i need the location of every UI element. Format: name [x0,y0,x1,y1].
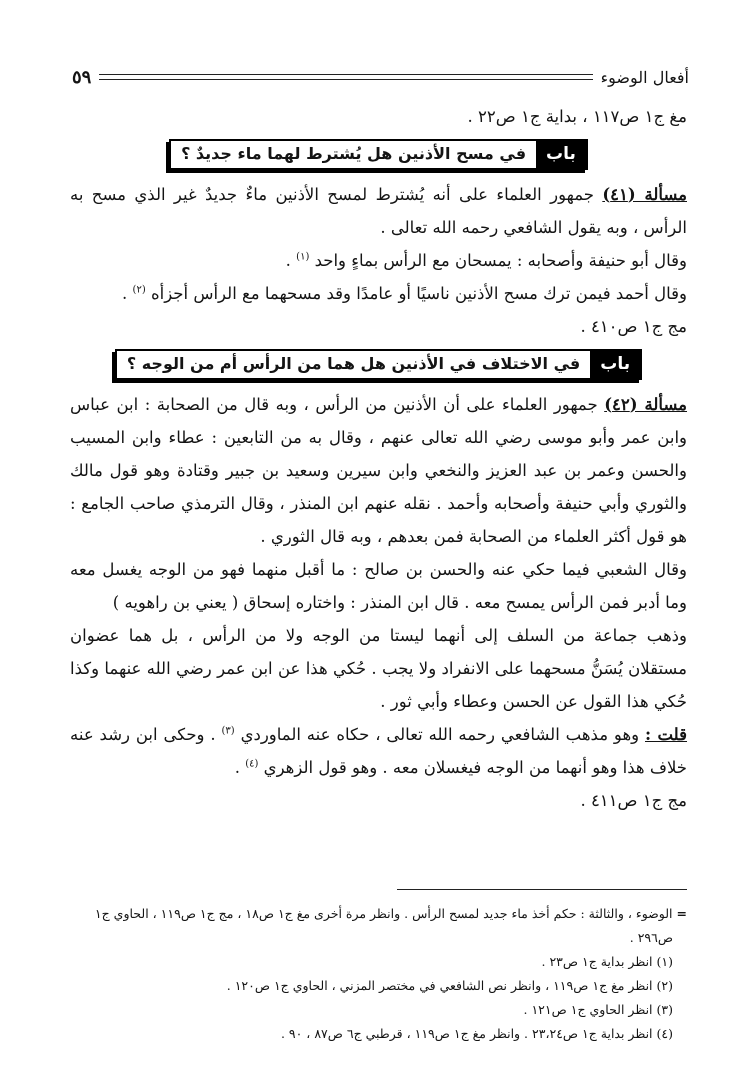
footnote-marker: (٣) [221,725,235,737]
issue-label: مسألة (٤١) [602,185,687,204]
issue-label: مسألة (٤٢) [604,395,688,414]
continuation-mark: = [676,906,687,921]
reference-line: مج ج١ ص٤١٠ . [580,317,687,336]
paragraph-text: وهو مذهب الشافعي رحمه الله تعالى ، حكاه عنه الماوردي [240,725,640,744]
paragraph-text: وقال أحمد فيمن ترك مسح الأذنين ناسيًا أو عامدًا وقد مسحهما مع الرأس أجزأه [150,284,687,303]
reference-line: مج ج١ ص٤١١ . [580,791,687,810]
footnote-marker: (١) [296,251,310,263]
footnote-continuation [70,902,687,950]
header-rule [99,74,592,80]
paragraph-end: . [234,758,240,777]
paragraph: وذهب جماعة من السلف إلى أنهما ليستا من الوجه ولا من الرأس ، بل هما عضوان مستقلان يُسَنُّ مسحهما على الانفراد ولا يجب . حُكي هذا عن ابن عمر رضي الله عنهما وكذا حُكي هذا القول عن الحسن وعطاء وأبي ثور . [70,626,687,711]
chapter-heading-box [169,139,588,170]
footnote-marker: (٢) [132,284,146,296]
footnote-4: (٤) انظر بداية ج١ ص٢٣،٢٤ . وانظر مغ ج١ ص١١٩ ، قرطبي ج٦ ص٨٧ ، ٩٠ . [280,1026,673,1041]
footnote-1: (١) انظر بداية ج١ ص٢٣ . [541,954,673,969]
page-body [70,100,687,817]
footnote-3: (٣) انظر الحاوي ج١ ص١٢١ . [523,1002,673,1017]
chapter-heading-text: في مسح الأذنين هل يُشترط لهما ماء جديدٌ ؟ [181,144,527,163]
footnote-2: (٢) انظر مغ ج١ ص١١٩ ، وانظر نص الشافعي في مختصر المزني ، الحاوي ج١ ص١٢٠ . [226,978,673,993]
footnotes [70,902,687,1046]
paragraph-text: جمهور العلماء على أن الأذنين من الرأس ، وبه قال من الصحابة : ابن عباس وابن عمر وأبو موسى رضي الله تعالى عنهم ، وقال به من التابعين : عطاء وابن المسيب والحسن وعمر بن عبد العزيز والنخعي وابن سيرين وسعيد بن جبير وقتادة وهو قول مالك والثوري وأبي حنيفة وأصحابه وأحمد . نقله عنهم ابن المنذر ، وقال الترمذي صاحب الجامع : هو قول أكثر العلماء من الصحابة فمن بعدهم ، وبه قال الثوري . [70,395,687,546]
bab-label: باب [590,351,640,378]
footnote-separator [397,889,687,890]
chapter-heading-text: في الاختلاف في الأذنين هل هما من الرأس أم من الوجه ؟ [126,354,581,373]
chapter-heading-2 [70,349,687,380]
footnote-marker: (٤) [245,758,259,770]
paragraph [70,178,687,244]
paragraph-text: وقال أبو حنيفة وأصحابه : يمسحان مع الرأس بماءٍ واحد [314,251,687,270]
chapter-heading-1 [70,139,687,170]
running-chapter-title: أفعال الوضوء [600,67,689,87]
paragraph-end: . [122,284,128,303]
paragraph [70,244,687,277]
footnote-text: الوضوء ، والثالثة : حكم أخذ ماء جديد لمسح الرأس . وانظر مرة أخرى مغ ج١ ص١٨ ، مج ج١ ص١١٩ ، الحاوي ج١ ص٢٩٦ . [94,906,673,945]
paragraph: وقال الشعبي فيما حكي عنه والحسن بن صالح : ما أقبل منهما فهو من الوجه يغسل معه وما أدبر فمن الرأس يمسح معه . قال ابن المنذر : واختاره إسحاق ( يعني بن راهويه ) [70,560,687,612]
paragraph [70,277,687,310]
paragraph-end: . [285,251,291,270]
bab-label: باب [536,141,586,168]
chapter-heading-box [115,349,642,380]
paragraph-text: جمهور العلماء على أنه يُشترط لمسح الأذنين ماءٌ جديدٌ غير الذي مسح به الرأس ، وبه يقول الشافعي رحمه الله تعالى . [70,185,687,237]
paragraph [70,388,687,553]
reference-line: مغ ج١ ص١١٧ ، بداية ج١ ص٢٢ . [467,107,687,126]
qult-label: قلت : [645,725,688,744]
paragraph [70,718,687,784]
page-number: ٥٩ [72,66,92,88]
paragraph-text: . وحكى ابن رشد عنه خلاف هذا وهو أنهما من الوجه فيغسلان معه . وهو قول الزهري [70,725,687,777]
page-header [72,62,689,92]
